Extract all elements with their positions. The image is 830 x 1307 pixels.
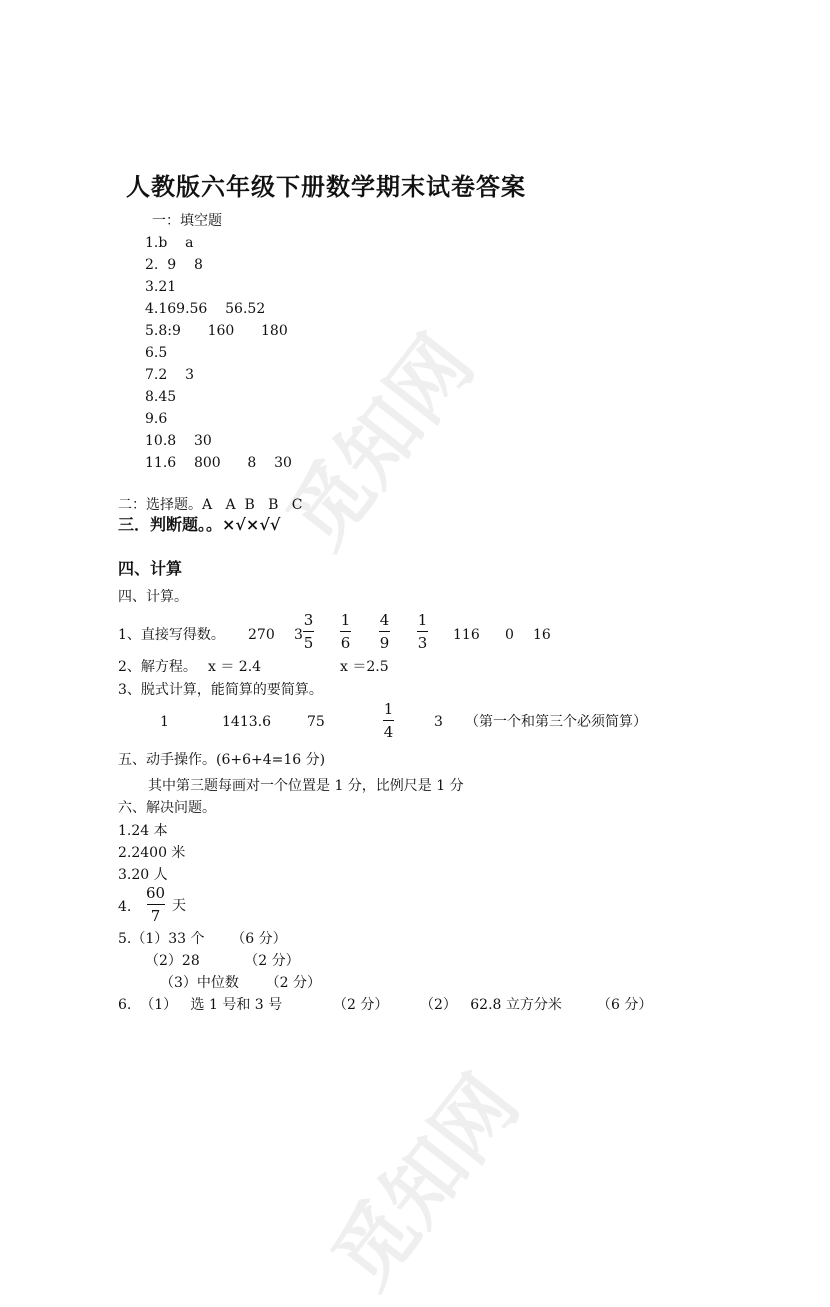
fraction-numerator: 1	[340, 611, 351, 629]
section1-item: 6.5	[145, 345, 168, 361]
q5-line: （3）中位数 （2 分）	[160, 975, 321, 991]
section4-heading-bold: 四、计算	[118, 559, 183, 578]
q1-value: 0	[505, 627, 514, 643]
section1-item: 2. 9 8	[145, 257, 203, 273]
q1-prefix: 1、直接写得数。	[118, 627, 225, 643]
fraction-numerator: 3	[303, 611, 314, 629]
q4-fraction	[146, 884, 165, 925]
q1-value: 116	[453, 627, 480, 643]
q3-note: （第一个和第三个必须简算）	[465, 714, 647, 730]
q3-value: 1	[160, 714, 169, 730]
fraction-numerator: 60	[146, 884, 166, 902]
section6-item: 1.24 本	[118, 823, 168, 839]
q1-fraction	[379, 611, 390, 652]
fraction-denominator: 9	[379, 634, 390, 652]
q3-fraction	[383, 700, 394, 741]
q3-value: 1413.6	[222, 714, 271, 730]
section5-heading: 五、动手操作。(6+6+4=16 分)	[118, 752, 326, 768]
fraction-denominator: 5	[303, 634, 314, 652]
section1-item: 7.2 3	[145, 367, 194, 383]
q5-line: （2）28 （2 分）	[145, 953, 300, 969]
section5-note: 其中第三题每画对一个位置是 1 分，比例尺是 1 分	[148, 778, 464, 794]
fraction-denominator: 3	[417, 634, 428, 652]
section3-line: 三．判断题。。×√×√√	[118, 515, 281, 534]
q3-value: 75	[307, 714, 325, 730]
q1-fraction	[340, 611, 351, 652]
fraction-bar	[303, 631, 314, 632]
fraction-bar	[383, 720, 394, 721]
fraction-bar	[340, 631, 351, 632]
section2-line: 二：选择题。A A B B C	[118, 497, 303, 513]
q3-prefix: 3、脱式计算，能简算的要简算。	[118, 682, 323, 698]
fraction-bar	[379, 631, 390, 632]
fraction-denominator: 6	[340, 634, 351, 652]
q4-prefix: 4.	[118, 899, 132, 915]
q2-prefix: 2、解方程。	[118, 659, 197, 675]
fraction-bar	[147, 904, 165, 905]
fraction-denominator: 4	[383, 723, 394, 741]
fraction-bar	[417, 631, 428, 632]
fraction-numerator: 1	[383, 700, 394, 718]
section1-item: 3.21	[145, 279, 177, 295]
section1-item: 8.45	[145, 389, 177, 405]
q6-part: 6. （1） 选 1 号和 3 号	[118, 997, 283, 1013]
q5-line: 5.（1）33 个 （6 分）	[118, 931, 287, 947]
section1-item: 5.8:9 160 180	[145, 323, 288, 339]
q2-answer: x ＝2.5	[340, 659, 389, 675]
section6-heading: 六、解决问题。	[118, 800, 216, 816]
section1-heading: 一：填空题	[152, 213, 222, 229]
q4-unit: 天	[172, 898, 186, 914]
fraction-numerator: 4	[379, 611, 390, 629]
q6-score: （6 分）	[597, 997, 653, 1013]
q1-fraction	[303, 611, 314, 652]
section6-item: 3.20 人	[118, 867, 168, 883]
q6-part: （2） 62.8 立方分米	[420, 997, 562, 1013]
watermark-bottom: 觅知网	[314, 1058, 537, 1305]
section4-heading: 四、计算。	[118, 589, 188, 605]
q1-value: 16	[533, 627, 551, 643]
fraction-numerator: 1	[417, 611, 428, 629]
fraction-denominator: 7	[150, 907, 161, 925]
q1-fraction	[417, 611, 428, 652]
section1-item: 9.6	[145, 411, 168, 427]
section1-item: 10.8 30	[145, 433, 212, 449]
q3-value: 3	[434, 714, 443, 730]
q6-score: （2 分）	[333, 997, 389, 1013]
section1-item: 11.6 800 8 30	[145, 455, 292, 471]
watermark: 觅知网	[269, 318, 492, 565]
q1-value: 270	[248, 627, 275, 643]
section1-item: 4.169.56 56.52	[145, 301, 266, 317]
page-title: 人教版六年级下册数学期末试卷答案	[126, 172, 526, 201]
section1-item: 1.b a	[145, 235, 194, 251]
q1-mixed-whole: 3	[294, 627, 303, 643]
q2-answer: x ＝ 2.4	[208, 659, 262, 675]
section6-item: 2.2400 米	[118, 845, 186, 861]
